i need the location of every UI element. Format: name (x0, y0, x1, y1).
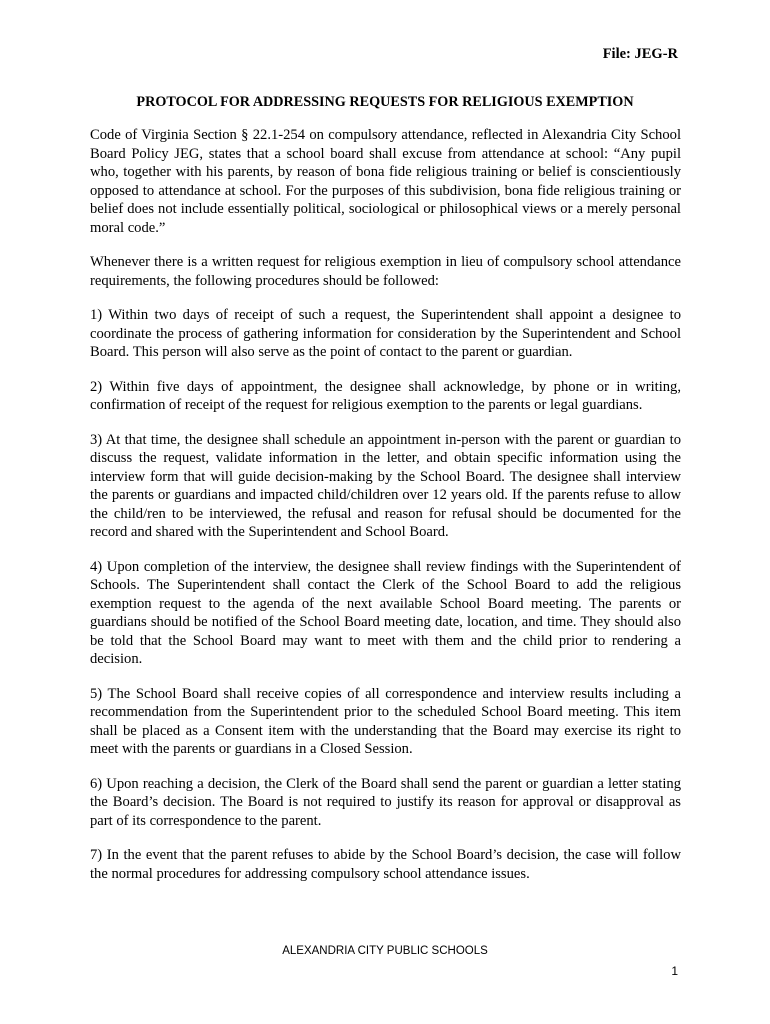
procedure-step-7: 7) In the event that the parent refuses to abide by the School Board’s decision, the case will follow the normal procedures for addressing compulsory school attendance issues. (90, 847, 681, 882)
procedure-step-6: 6) Upon reaching a decision, the Clerk of the Board shall send the parent or guardian a letter stating the Board’s decision. The Board is not required to justify its reason for approval or disapproval as part of its correspondence to the parent. (90, 775, 681, 829)
procedure-step-5: 5) The School Board shall receive copies of all correspondence and interview results including a recommendation from the Superintendent prior to the scheduled School Board meeting. This item shall be placed as a Consent item with the understanding that the Board may exercise its right to meet with the parents or guardians in a Closed Session. (90, 685, 681, 757)
procedure-step-2: 2) Within five days of appointment, the designee shall acknowledge, by phone or in writing, confirmation of receipt of the request for religious exemption to the parents or legal guardians. (90, 378, 681, 413)
footer-organization: ALEXANDRIA CITY PUBLIC SCHOOLS (282, 945, 488, 957)
procedure-step-1: 1) Within two days of receipt of such a request, the Superintendent shall appoint a designee to coordinate the process of gathering information for consideration by the Superintendent and School Board. This person will also serve as the point of contact to the parent or guardian. (90, 307, 681, 360)
procedure-intro-paragraph: Whenever there is a written request for religious exemption in lieu of compulsory school attendance requirements, the following procedures should be followed: (90, 254, 681, 289)
document-title: PROTOCOL FOR ADDRESSING REQUESTS FOR RELIGIOUS EXEMPTION (136, 94, 634, 110)
intro-paragraph: Code of Virginia Section § 22.1-254 on compulsory attendance, reflected in Alexandria City School Board Policy JEG, states that a school board shall excuse from attendance at school: “Any pupil who, together with his parents, by reason of bona fide religious training or belief is conscientiously opposed to attendance at school. For the purposes of this subdivision, bona fide religious training or belief does not include essentially political, sociological or philosophical views or a merely personal moral code.” (90, 127, 681, 236)
procedure-step-4: 4) Upon completion of the interview, the designee shall review findings with the Superintendent of Schools. The Superintendent shall contact the Clerk of the School Board to add the religious exemption request to the agenda of the next available School Board meeting. The parents or guardians should be notified of the School Board meeting date, location, and time. They should also be told that the School Board may want to meet with them and the child prior to rendering a decision. (90, 558, 681, 667)
page-number: 1 (671, 964, 678, 978)
file-reference: File: JEG-R (602, 46, 678, 62)
procedure-step-3: 3) At that time, the designee shall schedule an appointment in-person with the parent or guardian to discuss the request, validate information in the letter, and obtain specific information using the interview form that will guide decision-making by the School Board. The designee shall interview the parents or guardians and impacted child/children over 12 years old. If the parents refuse to allow the child/ren to be interviewed, the refusal and reason for refusal should be documented for the record and shared with the Superintendent and School Board. (90, 431, 681, 540)
document-body (90, 126, 681, 899)
